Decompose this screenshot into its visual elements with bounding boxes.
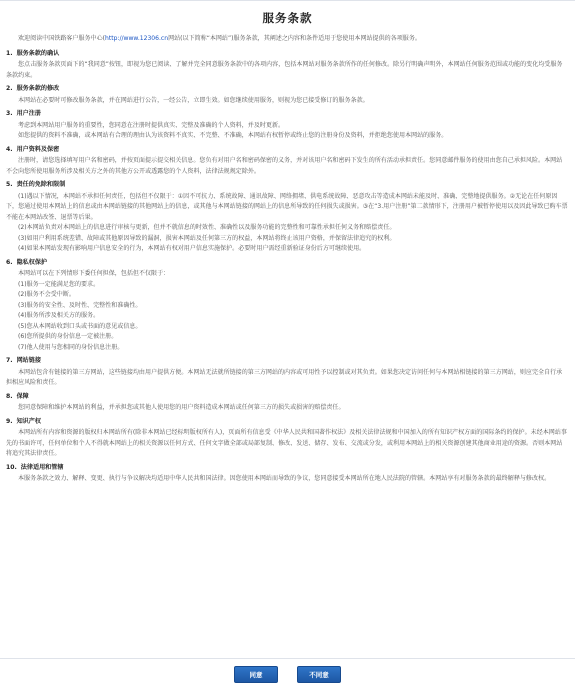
section-title: 隐私权保护 — [16, 258, 48, 266]
section-title: 服务条款的修改 — [16, 85, 60, 92]
terms-section — [6, 49, 568, 82]
section-paragraph: (3)如用户利用系统差错、故障或其他原因导致的漏洞，损害本网站及任何第三方的权益，本网站将终止该用户资格，并保留法律追究的权利。 — [18, 234, 396, 242]
terms-section — [6, 84, 568, 106]
section-paragraph: 您点击服务条款页面下的“我同意”按钮，即视为您已阅读、了解并完全同意服务条款中的各项内容，包括本网站对服务条款所作的任何修改。除另行明确声明外，本网站任何服务范围或功能的变化均受服务条款约束。 — [6, 61, 563, 79]
intro-paragraph — [6, 34, 568, 45]
disagree-button[interactable]: 不同意 — [297, 666, 341, 683]
terms-section — [6, 463, 568, 485]
section-paragraph: (2)服务不会受中断。 — [18, 291, 75, 298]
section-title: 知识产权 — [16, 417, 41, 425]
section-title: 法律适用和管辖 — [20, 463, 64, 471]
section-title: 责任的免除和限制 — [16, 181, 66, 188]
section-paragraph: 本网站可以在下列情形下委任何担保，包括但不仅限于： — [18, 270, 170, 277]
section-paragraph: (3)服务的安全性、及时性、完整性和准确性。 — [18, 301, 142, 309]
section-number: 7. — [6, 357, 13, 364]
section-title: 网站链接 — [16, 357, 41, 364]
section-number: 9. — [6, 417, 13, 425]
site-url-link[interactable]: http://www.12306.cn — [105, 35, 169, 42]
section-heading — [6, 145, 568, 156]
section-paragraph: 注册时，请您选择填写用户名和密码，并按页面提示提交相关信息。您负有对用户名和密码保密的义务，并对该用户名和密码下发生的所有活动承担责任。您同意邮件服务的使用由您自己承担风险。本网站不会向您所使用服务所涉及相关方之外的其他方公开或透露您的个人资料，法律法规规定除外。 — [6, 157, 563, 175]
section-paragraph: (5)您从本网站收到口头或书面的意见或信息。 — [18, 322, 142, 330]
section-heading — [6, 180, 568, 191]
section-paragraph: (4)如果本网站发现有影响用户信息安全的行为，本网站有权对用户信息实施保护。必要时用户需经重新验证身份后方可继续使用。 — [18, 245, 366, 252]
section-paragraph: 本网站在必要时可修改服务条款，并在网站进行公告，一经公告，立即生效。如您继续使用服务，则视为您已接受修订的服务条款。 — [18, 96, 369, 104]
section-paragraph: (7)他人使用与您相同的身份信息注册。 — [18, 343, 124, 351]
section-number: 2. — [6, 85, 13, 92]
terms-section — [6, 356, 568, 389]
terms-section — [6, 417, 568, 460]
section-heading — [6, 49, 568, 60]
section-number: 5. — [6, 181, 13, 188]
terms-section — [6, 145, 568, 178]
section-paragraph: 如您提供的资料不准确，或本网站有合理的理由认为该资料不真实、不完整、不准确，本网站有权暂停或终止您的注册身份及资料，并拒绝您使用本网站的服务。 — [18, 132, 448, 139]
section-heading — [6, 417, 568, 428]
section-number: 4. — [6, 145, 13, 153]
section-heading — [6, 356, 568, 367]
section-paragraph: 本网站包含有链接的第三方网站，这些链接均由用户提供方便。本网站无法就所链接的第三方网站的内容或可用性予以控制或对其负责。如果您决定访问任何与本网站相链接的第三方网站，则应完全自行承担相应风险和责任。 — [6, 368, 563, 386]
section-heading — [6, 84, 568, 95]
section-paragraph: (1)服务一定能满足您的要求。 — [18, 280, 100, 288]
section-number: 3. — [6, 110, 13, 117]
section-paragraph: 本网站所有内容和资源的版权归本网站所有(除非本网站已经标明版权所有人)，页面所有信息受《中华人民共和国著作权法》及相关法律法规和中国加入的所有知识产权方面的国际条约的保护。未经本网站事先的书面许可，任何单位和个人不得就本网站上的相关资源以任何方式、任何文字做全部或局部复制、修改、发送、储存、发布、交流或分发，或利用本网站上的相关资源创建其他商业用途的资源。否则本网站将追究其法律责任。 — [6, 429, 567, 457]
terms-section — [6, 109, 568, 142]
section-paragraph: 您同意保障和维护本网站的利益，并承担您或其他人使用您的用户资料造成本网站或任何第三方的损失或损害的赔偿责任。 — [18, 404, 345, 411]
section-paragraph: (6)您所提供的身份信息一定被注册。 — [18, 333, 118, 340]
section-number: 6. — [6, 258, 13, 266]
section-heading — [6, 392, 568, 403]
section-number: 1. — [6, 49, 13, 57]
intro-after: 网站(以下简称“本网站”)服务条款，其阐述之内容和条件适用于您使用本网站提供的各项服务。 — [168, 35, 421, 42]
section-title: 服务条款的确认 — [16, 49, 60, 57]
terms-content — [6, 34, 568, 488]
section-paragraph: 考虑到本网站用户服务的重要性，您同意在注册时提供真实、完整及准确的个人资料，并及时更新。 — [18, 121, 285, 129]
terms-sections — [6, 49, 568, 485]
terms-section — [6, 180, 568, 255]
page-title: 服务条款 — [262, 11, 313, 25]
section-number: 8. — [6, 392, 13, 400]
agree-button[interactable]: 同意 — [234, 666, 278, 683]
section-paragraph: 本服务条款之效力、解释、变更、执行与争议解决均适用中华人民共和国法律。因您使用本网站而导致的争议，您同意接受本网站所在地人民法院的管辖。本网站享有对服务条款的最终解释与修改权。 — [18, 475, 551, 482]
section-paragraph: (2)本网站负责对本网站上的信息进行审核与更新，但并不就信息的时效性、准确性以及服务功能的完整性和可靠性承担任何义务和赔偿责任。 — [18, 224, 396, 231]
intro-before: 欢迎阅读中国铁路客户服务中心( — [18, 35, 106, 42]
terms-section — [6, 392, 568, 414]
section-title: 保障 — [16, 392, 29, 400]
button-bar — [0, 666, 575, 684]
section-heading — [6, 258, 568, 269]
section-heading — [6, 463, 568, 474]
section-title: 用户资料及保密 — [16, 145, 60, 153]
section-paragraph: (4)服务所涉及相关方的服务。 — [18, 312, 100, 319]
terms-section — [6, 258, 568, 354]
section-number: 10. — [6, 463, 17, 471]
section-title: 用户注册 — [16, 110, 41, 117]
section-paragraph: (1)遇以下情况，本网站不承担任何责任，包括但不仅限于：①因不可抗力、系统故障、通讯故障、网络拥堵、供电系统故障、恶意攻击等造成本网站未能及时、准确、完整地提供服务。②无论在任何原因下，您通过使用本网站上的信息或由本网站链接的其他网站上的信息，或其他与本网站链接的网站上的信息所导致的任何损失或损害。③在“3.用户注册”第二款情形下，注册用户被暂停使用以及因此导致已购车票不能在本网站改签、退票等后果。 — [6, 192, 568, 221]
section-heading — [6, 109, 568, 120]
